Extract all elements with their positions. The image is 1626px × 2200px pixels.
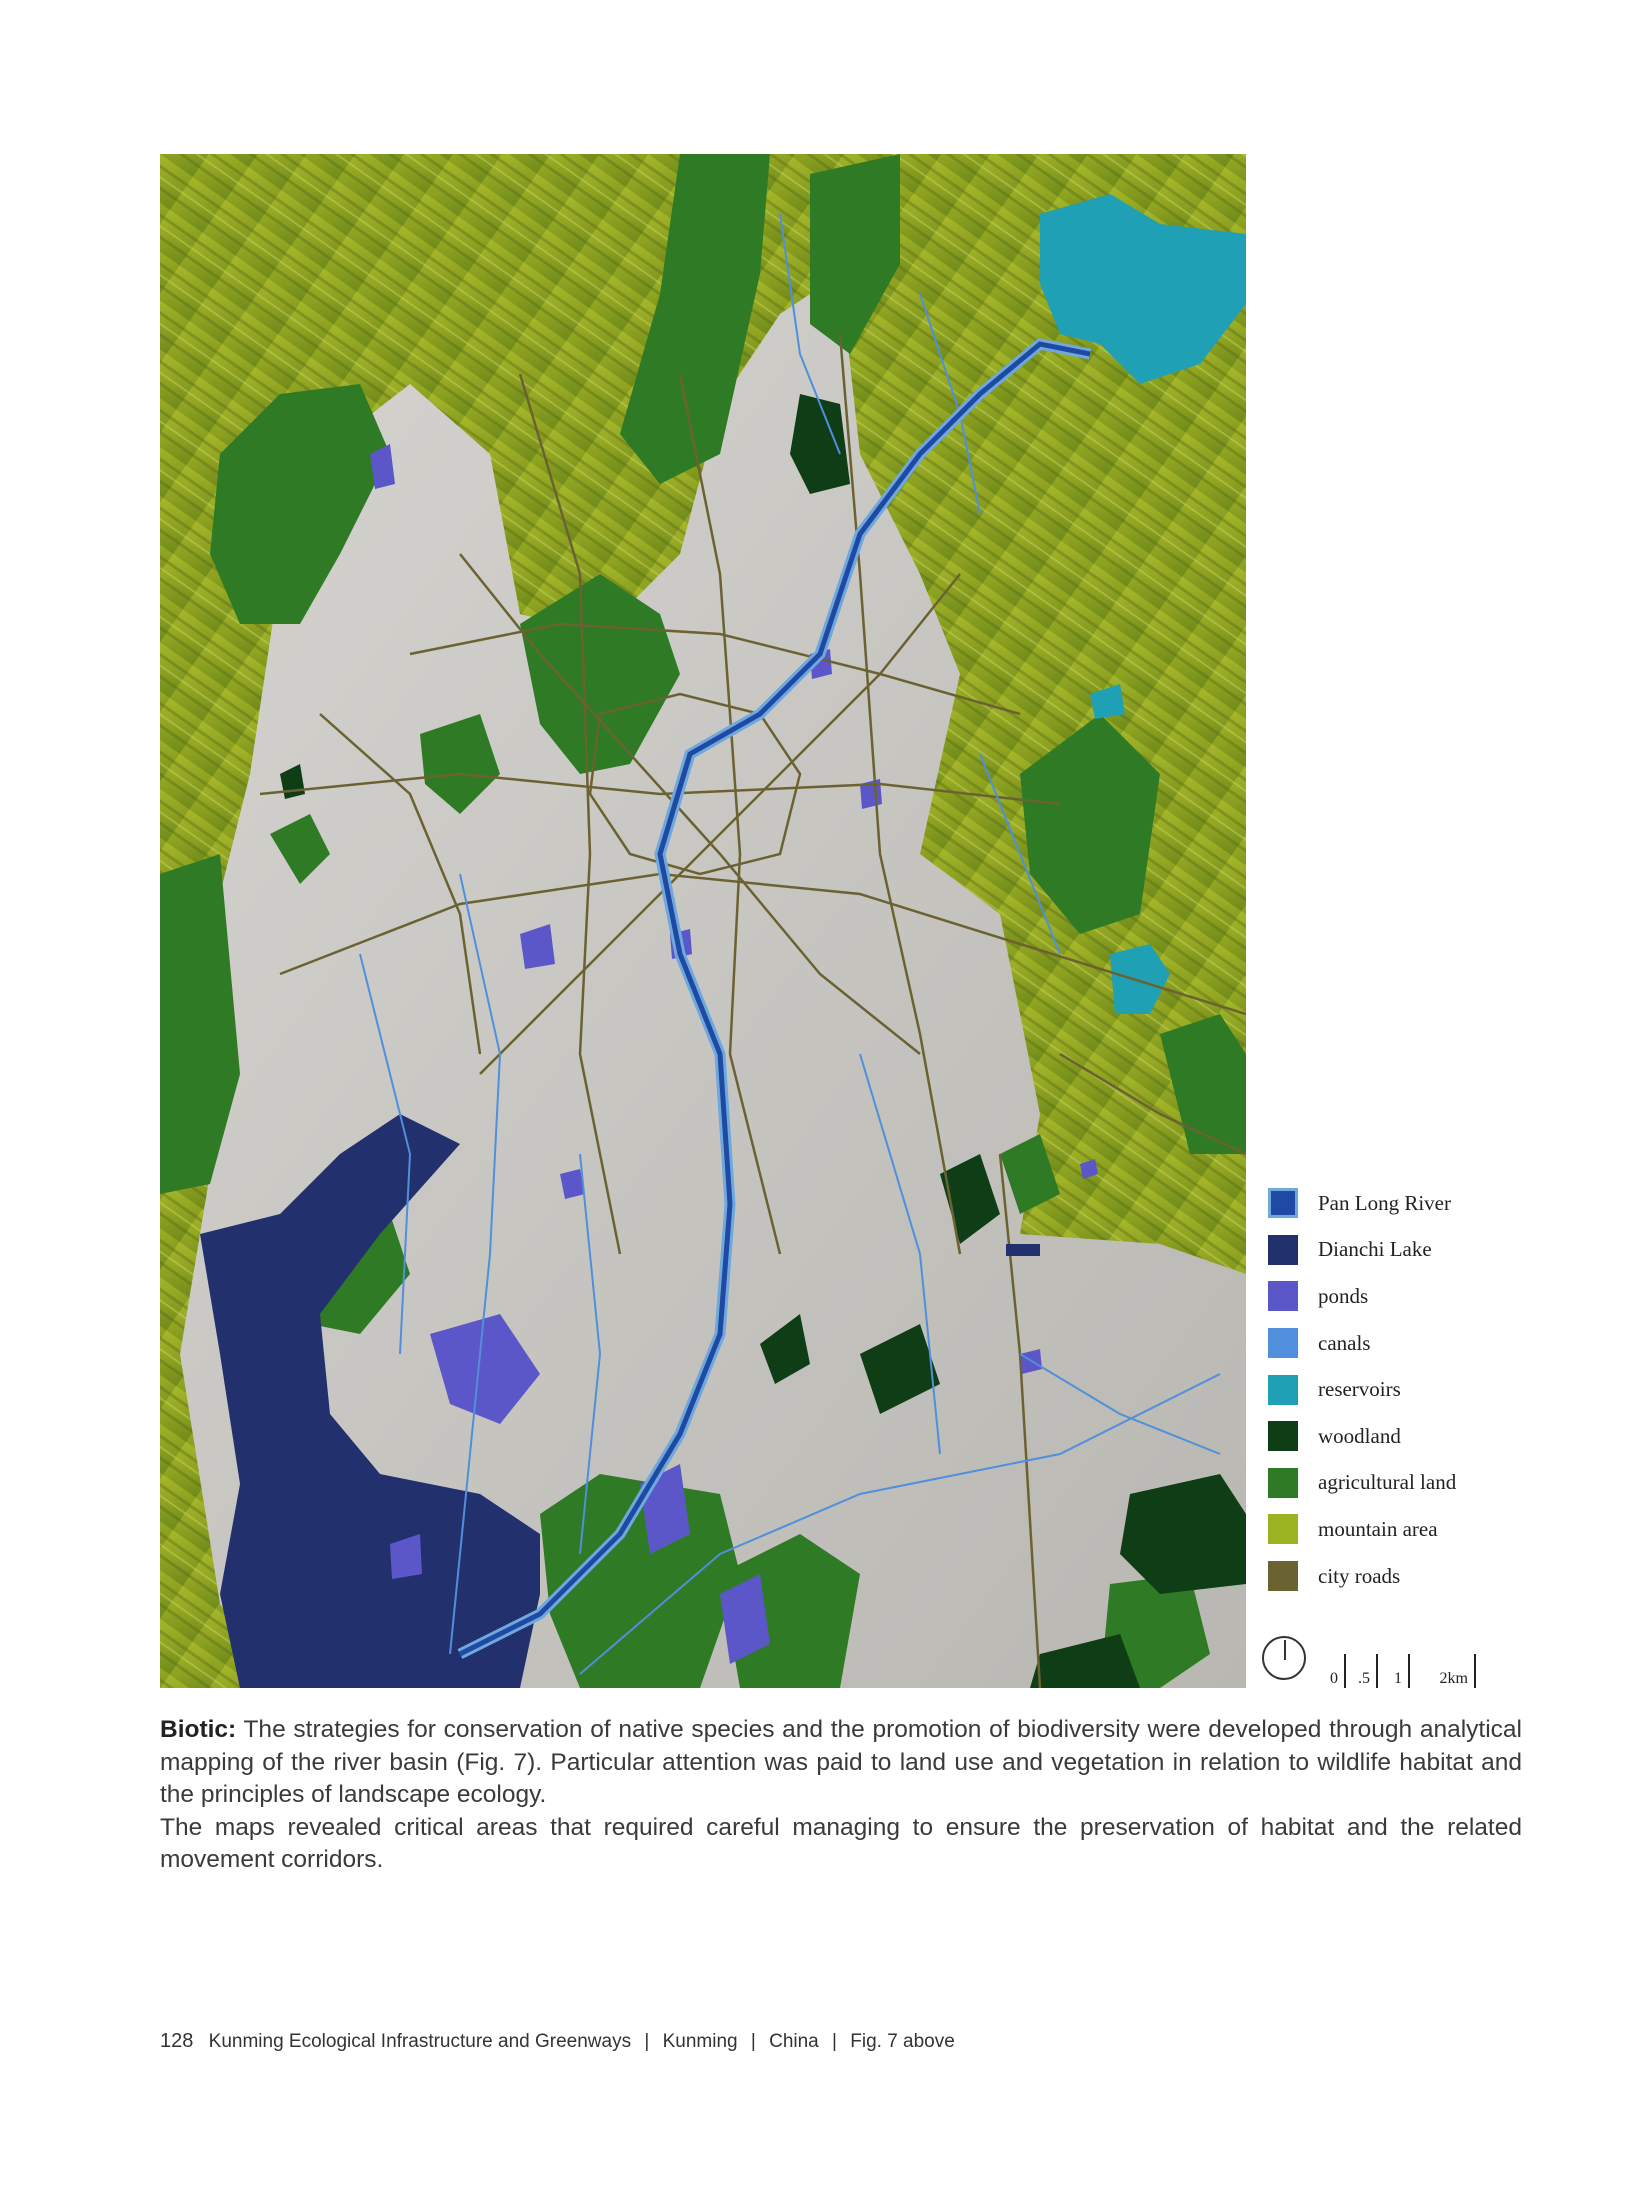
- legend-label: agricultural land: [1318, 1470, 1457, 1495]
- legend-item: [1268, 1273, 1598, 1320]
- caption-paragraph-1: [160, 1714, 1522, 1812]
- lake-marker: [1006, 1244, 1040, 1256]
- scale-tick-label: .5: [1358, 1670, 1370, 1687]
- legend-item: [1268, 1460, 1598, 1507]
- scale-tick-line: [1474, 1654, 1476, 1688]
- legend-swatch: [1268, 1188, 1298, 1218]
- footer-separator: |: [832, 2031, 837, 2052]
- legend-item: [1268, 1320, 1598, 1367]
- legend-swatch: [1268, 1561, 1298, 1591]
- scale-tick-line: [1408, 1654, 1410, 1688]
- legend-label: canals: [1318, 1330, 1371, 1355]
- legend-swatch: [1268, 1375, 1298, 1405]
- footer-separator: |: [644, 2031, 650, 2052]
- legend-label: woodland: [1318, 1423, 1401, 1448]
- legend-swatch: [1268, 1514, 1298, 1544]
- north-arrow-icon: [1262, 1636, 1306, 1680]
- scale-tick-label: 0: [1330, 1670, 1338, 1687]
- footer-city: Kunming: [662, 2031, 738, 2052]
- legend-label: city roads: [1318, 1563, 1401, 1588]
- legend-item: [1268, 1227, 1598, 1274]
- legend-label: Pan Long River: [1318, 1190, 1451, 1215]
- page-footer: [160, 2030, 955, 2053]
- legend-item: [1268, 1553, 1598, 1600]
- footer-separator: |: [750, 2031, 756, 2052]
- legend-item: [1268, 1180, 1598, 1227]
- legend-item: [1268, 1506, 1598, 1553]
- footer-title: Kunming Ecological Infrastructure and Greenways: [208, 2031, 632, 2052]
- caption-paragraph-2: The maps revealed critical areas that required careful managing to ensure the preservation of habitat and the related movement corridors.: [160, 1813, 1522, 1873]
- legend-swatch: [1268, 1421, 1298, 1451]
- legend-item: [1268, 1413, 1598, 1460]
- caption-lead: Biotic:: [160, 1716, 237, 1743]
- scale-bar: [1332, 1652, 1502, 1688]
- legend-swatch: [1268, 1235, 1298, 1265]
- footer-country: China: [769, 2031, 819, 2052]
- scale-tick-line: [1344, 1654, 1346, 1688]
- legend-label: ponds: [1318, 1283, 1369, 1308]
- figure-caption: [160, 1714, 1522, 1877]
- legend-label: reservoirs: [1318, 1377, 1401, 1402]
- scale-tick-line: [1376, 1654, 1378, 1688]
- caption-text-1: The strategies for conservation of native species and the promotion of biodiversity were developed through analytical mapping of the river basin (Fig. 7). Particular attention was paid to land use and vegetation in relation to wildlife habitat and the principles of landscape ecology.: [160, 1716, 1522, 1808]
- footer-figure-ref: Fig. 7 above: [850, 2031, 955, 2052]
- scale-tick-label: 2km: [1439, 1670, 1468, 1687]
- legend-label: Dianchi Lake: [1318, 1237, 1432, 1262]
- legend-swatch: [1268, 1281, 1298, 1311]
- page-number: 128: [160, 2030, 194, 2052]
- legend-item: [1268, 1366, 1598, 1413]
- scale-and-north: [1260, 1636, 1500, 1696]
- land-use-map: [160, 154, 1246, 1688]
- scale-tick-label: 1: [1394, 1670, 1402, 1687]
- map-legend: [1268, 1180, 1598, 1599]
- legend-label: mountain area: [1318, 1516, 1438, 1541]
- legend-swatch: [1268, 1328, 1298, 1358]
- legend-swatch: [1268, 1468, 1298, 1498]
